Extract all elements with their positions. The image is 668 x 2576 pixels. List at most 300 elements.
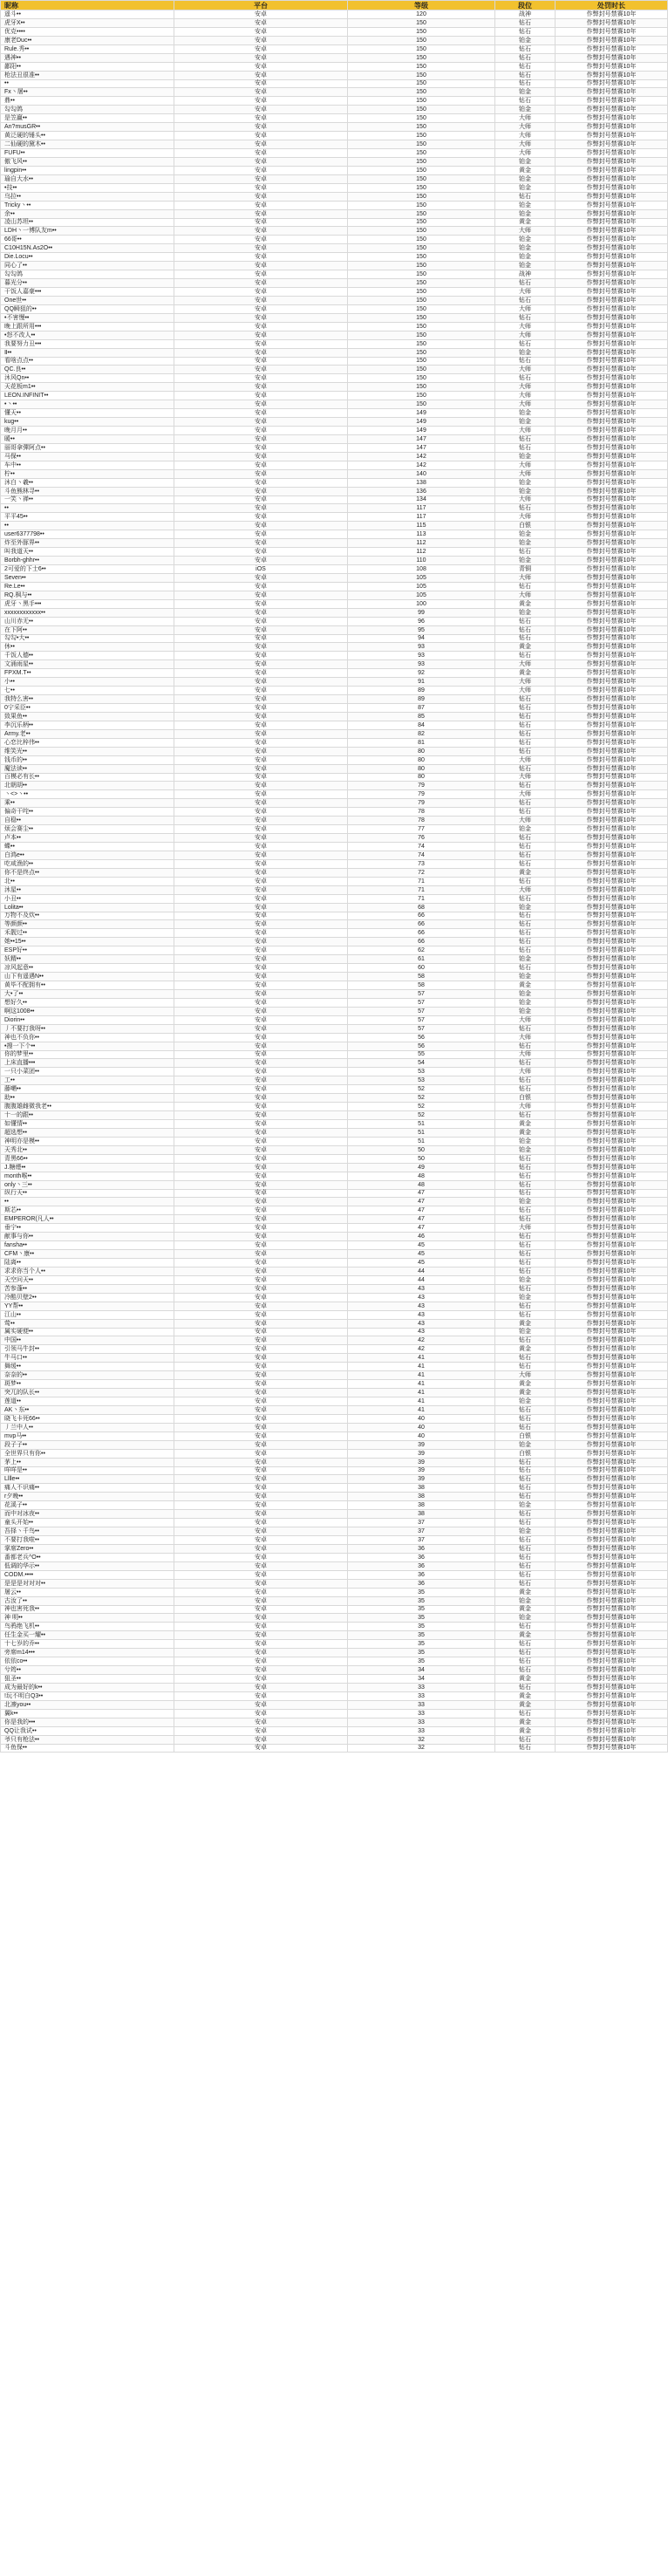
cell-platform: 安卓	[174, 1510, 348, 1519]
cell-level: 38	[348, 1501, 495, 1510]
cell-rank: 大师	[495, 573, 556, 582]
cell-level: 150	[348, 322, 495, 331]
cell-rank: 大师	[495, 322, 556, 331]
cell-platform: 安卓	[174, 946, 348, 955]
cell-level: 117	[348, 513, 495, 522]
cell-level: 41	[348, 1380, 495, 1389]
table-row	[1, 270, 668, 279]
cell-rank: 黄金	[495, 1726, 556, 1735]
cell-rank: 大师	[495, 513, 556, 522]
cell-platform: 安卓	[174, 1076, 348, 1085]
table-row	[1, 236, 668, 244]
cell-level: 35	[348, 1649, 495, 1657]
table-row	[1, 97, 668, 106]
cell-duration: 作弊封号禁赛10年	[556, 859, 668, 868]
cell-duration: 作弊封号禁赛10年	[556, 1631, 668, 1640]
cell-duration: 作弊封号禁赛10年	[556, 712, 668, 721]
cell-rank: 钻石	[495, 1570, 556, 1579]
cell-rank: 黄金	[495, 1691, 556, 1700]
cell-level: 51	[348, 1137, 495, 1145]
table-row	[1, 157, 668, 166]
cell-platform: 安卓	[174, 530, 348, 539]
cell-duration: 作弊封号禁赛10年	[556, 79, 668, 88]
cell-rank: 黄金	[495, 1605, 556, 1614]
cell-platform: 安卓	[174, 1579, 348, 1588]
cell-platform: 安卓	[174, 903, 348, 912]
cell-rank: 钻石	[495, 859, 556, 868]
cell-platform: 安卓	[174, 253, 348, 262]
table-row	[1, 174, 668, 183]
table-row	[1, 1068, 668, 1076]
cell-rank: 黄金	[495, 1675, 556, 1684]
cell-level: 33	[348, 1718, 495, 1726]
table-row	[1, 617, 668, 625]
cell-platform: 安卓	[174, 1033, 348, 1042]
cell-rank: 钻石	[495, 808, 556, 817]
cell-level: 34	[348, 1675, 495, 1684]
cell-platform: 安卓	[174, 868, 348, 877]
table-row	[1, 357, 668, 366]
cell-rank: 黄金	[495, 643, 556, 652]
cell-platform: 安卓	[174, 279, 348, 288]
cell-platform: 安卓	[174, 418, 348, 427]
cell-level: 35	[348, 1596, 495, 1605]
cell-name: LEON.INFINIT••	[1, 392, 174, 400]
cell-platform: 安卓	[174, 1735, 348, 1744]
cell-rank: 大师	[495, 132, 556, 140]
cell-rank: 钻石	[495, 912, 556, 920]
cell-level: 35	[348, 1640, 495, 1649]
cell-platform: 安卓	[174, 989, 348, 998]
cell-platform: 安卓	[174, 799, 348, 808]
cell-platform: 安卓	[174, 1206, 348, 1215]
cell-rank: 钻石	[495, 1215, 556, 1224]
cell-duration: 作弊封号禁赛10年	[556, 998, 668, 1007]
cell-platform: 安卓	[174, 1493, 348, 1501]
cell-platform: 安卓	[174, 1726, 348, 1735]
cell-rank: 钻石	[495, 1302, 556, 1310]
cell-name: 魔法读••	[1, 764, 174, 773]
table-row	[1, 1085, 668, 1094]
cell-name: 自稳••	[1, 817, 174, 825]
cell-name: 垂宁••	[1, 1224, 174, 1233]
cell-name: 炸至外豚界••	[1, 539, 174, 548]
cell-platform: 安卓	[174, 1691, 348, 1700]
table-row	[1, 851, 668, 859]
cell-name: 2可爱的下士6••	[1, 565, 174, 574]
cell-level: 32	[348, 1744, 495, 1753]
cell-name: 平平45••	[1, 513, 174, 522]
cell-rank: 钻石	[495, 1180, 556, 1189]
cell-platform: 安卓	[174, 608, 348, 617]
cell-name: 李沉乐柄••	[1, 721, 174, 729]
cell-level: 54	[348, 1059, 495, 1068]
cell-rank: 钻石	[495, 652, 556, 660]
cell-level: 150	[348, 183, 495, 192]
table-row	[1, 1449, 668, 1458]
cell-duration: 作弊封号禁赛10年	[556, 1328, 668, 1336]
cell-rank: 钻石	[495, 27, 556, 36]
cell-level: 150	[348, 374, 495, 383]
cell-name: 车中••	[1, 461, 174, 469]
cell-name: 乘••	[1, 799, 174, 808]
cell-level: 150	[348, 166, 495, 174]
cell-platform: 安卓	[174, 434, 348, 443]
cell-duration: 作弊封号禁赛10年	[556, 1059, 668, 1068]
table-row	[1, 374, 668, 383]
table-row	[1, 1475, 668, 1484]
cell-duration: 作弊封号禁赛10年	[556, 418, 668, 427]
table-row	[1, 885, 668, 894]
cell-duration: 作弊封号禁赛10年	[556, 539, 668, 548]
cell-platform: 安卓	[174, 1363, 348, 1371]
table-row	[1, 348, 668, 357]
table-row	[1, 123, 668, 132]
table-row	[1, 504, 668, 513]
table-row	[1, 721, 668, 729]
cell-rank: 钻石	[495, 1111, 556, 1120]
cell-name: •搜一下个••	[1, 1042, 174, 1050]
cell-name: Fx丶屠••	[1, 88, 174, 97]
cell-level: 79	[348, 790, 495, 799]
table-row	[1, 738, 668, 747]
table-row	[1, 1744, 668, 1753]
cell-name: r夕晚••	[1, 1493, 174, 1501]
cell-level: 93	[348, 660, 495, 669]
table-row	[1, 1128, 668, 1137]
table-row	[1, 877, 668, 885]
table-row	[1, 140, 668, 149]
cell-duration: 作弊封号禁赛10年	[556, 227, 668, 236]
cell-platform: 安卓	[174, 643, 348, 652]
cell-level: 150	[348, 331, 495, 339]
cell-duration: 作弊封号禁赛10年	[556, 808, 668, 817]
cell-rank: 大师	[495, 1033, 556, 1042]
cell-level: 53	[348, 1076, 495, 1085]
cell-rank: 钻石	[495, 374, 556, 383]
cell-duration: 作弊封号禁赛10年	[556, 885, 668, 894]
cell-duration: 作弊封号禁赛10年	[556, 1536, 668, 1545]
cell-name: 勾勾鸽	[1, 270, 174, 279]
cell-name: 暖••	[1, 434, 174, 443]
cell-rank: 黄金	[495, 1380, 556, 1389]
cell-platform: 安卓	[174, 357, 348, 366]
cell-duration: 作弊封号禁赛10年	[556, 1458, 668, 1466]
cell-duration: 作弊封号禁赛10年	[556, 1561, 668, 1570]
table-row	[1, 392, 668, 400]
cell-rank: 大师	[495, 123, 556, 132]
cell-duration: 作弊封号禁赛10年	[556, 357, 668, 366]
cell-rank: 钻石	[495, 1042, 556, 1050]
cell-duration: 作弊封号禁赛10年	[556, 660, 668, 669]
cell-level: 110	[348, 557, 495, 565]
cell-rank: 白银	[495, 1449, 556, 1458]
cell-name: 晓飞卡死66••	[1, 1414, 174, 1423]
cell-platform: 安卓	[174, 912, 348, 920]
cell-platform: 安卓	[174, 1293, 348, 1302]
cell-name: 天秀北••	[1, 1145, 174, 1154]
cell-level: 56	[348, 1033, 495, 1042]
cell-name: 奈奈的••	[1, 1371, 174, 1380]
cell-duration: 作弊封号禁赛10年	[556, 1544, 668, 1553]
cell-platform: 安卓	[174, 704, 348, 713]
cell-name: 痛人不识痛••	[1, 1484, 174, 1493]
table-row	[1, 262, 668, 270]
table-row	[1, 1519, 668, 1527]
cell-name: CFM丶康••	[1, 1250, 174, 1259]
cell-duration: 作弊封号禁赛10年	[556, 973, 668, 981]
cell-duration: 作弊封号禁赛10年	[556, 1345, 668, 1354]
cell-platform: 安卓	[174, 1527, 348, 1536]
cell-level: 33	[348, 1691, 495, 1700]
table-row	[1, 1042, 668, 1050]
table-row	[1, 1588, 668, 1596]
cell-name: 是是是对对对••	[1, 1579, 174, 1588]
cell-duration: 作弊封号禁赛10年	[556, 903, 668, 912]
cell-level: 150	[348, 79, 495, 88]
cell-name: lingpin••	[1, 166, 174, 174]
cell-name: Borbh-ghhr••	[1, 557, 174, 565]
cell-duration: 作弊封号禁赛10年	[556, 10, 668, 19]
table-row	[1, 643, 668, 652]
cell-duration: 作弊封号禁赛10年	[556, 1657, 668, 1666]
cell-duration: 作弊封号禁赛10年	[556, 123, 668, 132]
cell-platform: 安卓	[174, 920, 348, 929]
table-row	[1, 1137, 668, 1145]
cell-platform: 安卓	[174, 1414, 348, 1423]
cell-platform: 安卓	[174, 1623, 348, 1631]
cell-rank: 铂金	[495, 348, 556, 357]
cell-duration: 作弊封号禁赛10年	[556, 374, 668, 383]
cell-rank: 铂金	[495, 1397, 556, 1406]
cell-level: 35	[348, 1614, 495, 1623]
cell-duration: 作弊封号禁赛10年	[556, 1293, 668, 1302]
cell-level: 91	[348, 678, 495, 687]
cell-rank: 钻石	[495, 279, 556, 288]
table-row	[1, 1718, 668, 1726]
cell-level: 150	[348, 53, 495, 62]
cell-level: 80	[348, 773, 495, 782]
cell-name: 乌拉••	[1, 192, 174, 201]
table-row	[1, 36, 668, 44]
cell-rank: 钻石	[495, 1363, 556, 1371]
cell-name: 大•了••	[1, 989, 174, 998]
cell-rank: 大师	[495, 149, 556, 158]
cell-platform: 安卓	[174, 582, 348, 591]
table-row	[1, 1544, 668, 1553]
cell-level: 78	[348, 817, 495, 825]
table-row	[1, 1198, 668, 1206]
cell-rank: 铂金	[495, 1440, 556, 1449]
cell-rank: 大师	[495, 1050, 556, 1059]
cell-level: 60	[348, 964, 495, 973]
cell-rank: 钻石	[495, 1536, 556, 1545]
table-row	[1, 669, 668, 678]
table-row	[1, 1371, 668, 1380]
header-name: 昵称	[1, 1, 174, 10]
cell-duration: 作弊封号禁赛10年	[556, 1666, 668, 1675]
cell-duration: 作弊封号禁赛10年	[556, 565, 668, 574]
cell-platform: 安卓	[174, 1640, 348, 1649]
cell-name: 花溪子••	[1, 1501, 174, 1510]
table-row	[1, 1267, 668, 1275]
cell-level: 41	[348, 1397, 495, 1406]
cell-name: 懂天••	[1, 409, 174, 418]
cell-duration: 作弊封号禁赛10年	[556, 392, 668, 400]
cell-rank: 钻石	[495, 1735, 556, 1744]
cell-platform: 安卓	[174, 1284, 348, 1293]
cell-duration: 作弊封号禁赛10年	[556, 1649, 668, 1657]
cell-name: 在下阿••	[1, 625, 174, 634]
cell-level: 41	[348, 1354, 495, 1363]
cell-rank: 战神	[495, 10, 556, 19]
cell-level: 150	[348, 279, 495, 288]
cell-name: 0宁采臣••	[1, 704, 174, 713]
cell-duration: 作弊封号禁赛10年	[556, 755, 668, 764]
cell-name: 全世界只有你••	[1, 1449, 174, 1458]
table-row	[1, 366, 668, 374]
cell-duration: 作弊封号禁赛10年	[556, 1579, 668, 1588]
cell-platform: 安卓	[174, 1596, 348, 1605]
cell-rank: 钻石	[495, 1709, 556, 1718]
cell-name: 天花板m1••	[1, 383, 174, 392]
cell-level: 58	[348, 973, 495, 981]
cell-rank: 大师	[495, 140, 556, 149]
cell-duration: 作弊封号禁赛10年	[556, 434, 668, 443]
table-row	[1, 461, 668, 469]
cell-name: •丶••	[1, 400, 174, 409]
cell-level: 32	[348, 1735, 495, 1744]
cell-level: 36	[348, 1553, 495, 1561]
cell-duration: 作弊封号禁赛10年	[556, 495, 668, 504]
cell-name: 遥斗••	[1, 10, 174, 19]
table-row	[1, 1103, 668, 1111]
cell-platform: 安卓	[174, 660, 348, 669]
cell-level: 150	[348, 236, 495, 244]
cell-name: 而中对冰夜••	[1, 1510, 174, 1519]
cell-name: 千饭人德••	[1, 652, 174, 660]
cell-name: 童头开始••	[1, 1519, 174, 1527]
table-row	[1, 1059, 668, 1068]
cell-rank: 钻石	[495, 617, 556, 625]
cell-duration: 作弊封号禁赛10年	[556, 1085, 668, 1094]
cell-name: FUFU••	[1, 149, 174, 158]
cell-duration: 作弊封号禁赛10年	[556, 790, 668, 799]
cell-rank: 大师	[495, 461, 556, 469]
cell-rank: 钻石	[495, 1466, 556, 1475]
table-row	[1, 1726, 668, 1735]
cell-name: 偏奇干咤••	[1, 808, 174, 817]
table-row	[1, 946, 668, 955]
cell-duration: 作弊封号禁赛10年	[556, 687, 668, 695]
cell-platform: 安卓	[174, 1380, 348, 1389]
cell-name: •怒不改人••	[1, 331, 174, 339]
cell-rank: 铂金	[495, 1328, 556, 1336]
table-row	[1, 487, 668, 495]
cell-name: 她••15••	[1, 938, 174, 946]
cell-platform: 安卓	[174, 461, 348, 469]
cell-name: 斑梦••	[1, 1380, 174, 1389]
table-row	[1, 1414, 668, 1423]
cell-name: ••	[1, 522, 174, 530]
cell-rank: 黄金	[495, 1120, 556, 1129]
cell-duration: 作弊封号禁赛10年	[556, 1691, 668, 1700]
cell-platform: 安卓	[174, 964, 348, 973]
cell-platform: 安卓	[174, 773, 348, 782]
cell-name: 卢本••	[1, 834, 174, 843]
cell-duration: 作弊封号禁赛10年	[556, 1284, 668, 1293]
table-row	[1, 192, 668, 201]
table-row	[1, 1259, 668, 1268]
cell-duration: 作弊封号禁赛10年	[556, 1180, 668, 1189]
cell-rank: 大师	[495, 366, 556, 374]
cell-platform: 安卓	[174, 1423, 348, 1431]
table-row	[1, 764, 668, 773]
cell-rank: 钻石	[495, 1284, 556, 1293]
table-row	[1, 434, 668, 443]
cell-platform: 安卓	[174, 366, 348, 374]
table-row	[1, 729, 668, 738]
cell-platform: 安卓	[174, 1675, 348, 1684]
cell-platform: 安卓	[174, 1215, 348, 1224]
table-row	[1, 469, 668, 478]
table-row	[1, 400, 668, 409]
cell-duration: 作弊封号禁赛10年	[556, 1493, 668, 1501]
cell-duration: 作弊封号禁赛10年	[556, 912, 668, 920]
cell-platform: 安卓	[174, 71, 348, 79]
cell-level: 150	[348, 132, 495, 140]
cell-duration: 作弊封号禁赛10年	[556, 608, 668, 617]
cell-name: 冷酷贝壁2••	[1, 1293, 174, 1302]
table-row	[1, 201, 668, 209]
cell-platform: 安卓	[174, 53, 348, 62]
table-row	[1, 859, 668, 868]
cell-name: 中国••	[1, 1336, 174, 1345]
cell-duration: 作弊封号禁赛10年	[556, 27, 668, 36]
cell-level: 112	[348, 539, 495, 548]
cell-name: QC.良••	[1, 366, 174, 374]
cell-duration: 作弊封号禁赛10年	[556, 383, 668, 392]
cell-rank: 铂金	[495, 1198, 556, 1206]
cell-level: 150	[348, 304, 495, 313]
cell-platform: 安卓	[174, 1250, 348, 1259]
cell-level: 68	[348, 903, 495, 912]
cell-name: 如懂情••	[1, 1120, 174, 1129]
cell-name: 爷只有枪法••	[1, 1735, 174, 1744]
cell-platform: 安卓	[174, 1068, 348, 1076]
cell-platform: 安卓	[174, 478, 348, 487]
cell-platform: 安卓	[174, 149, 348, 158]
cell-rank: 大师	[495, 885, 556, 894]
cell-level: 150	[348, 288, 495, 297]
table-row	[1, 10, 668, 19]
cell-duration: 作弊封号禁赛10年	[556, 964, 668, 973]
cell-name: 心恋比梓伟••	[1, 738, 174, 747]
cell-platform: 安卓	[174, 738, 348, 747]
table-row	[1, 244, 668, 253]
cell-duration: 作弊封号禁赛10年	[556, 1640, 668, 1649]
cell-level: 45	[348, 1259, 495, 1268]
cell-duration: 作弊封号禁赛10年	[556, 1024, 668, 1033]
cell-duration: 作弊封号禁赛10年	[556, 530, 668, 539]
cell-level: 150	[348, 227, 495, 236]
table-row	[1, 573, 668, 582]
cell-rank: 大师	[495, 495, 556, 504]
table-row	[1, 1397, 668, 1406]
cell-level: 150	[348, 106, 495, 114]
cell-name: 狙圣••	[1, 1675, 174, 1684]
cell-rank: 大师	[495, 469, 556, 478]
